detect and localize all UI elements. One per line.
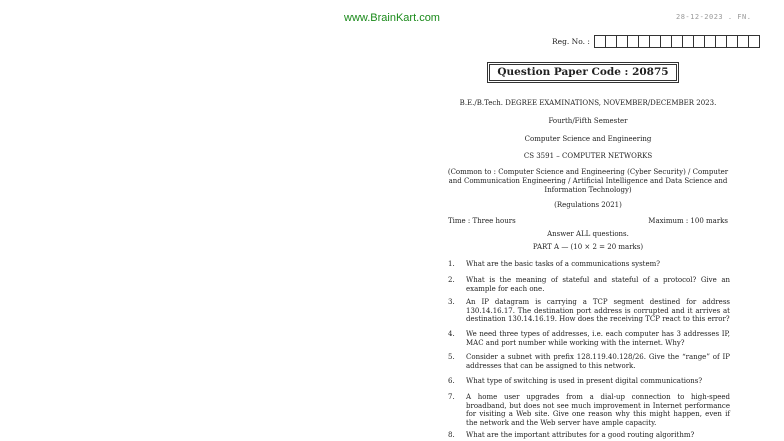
max-marks: Maximum : 100 marks xyxy=(648,217,728,225)
reg-no-box xyxy=(628,36,639,47)
question-number: 1. xyxy=(448,260,455,268)
reg-no-boxes xyxy=(594,35,760,48)
question-item xyxy=(448,330,730,347)
question-text: We need three types of addresses, i.e. each computer has 3 addresses IP, MAC and port number while working with the internet. Why? xyxy=(466,330,730,347)
question-text: What are the important attributes for a good routing algorithm? xyxy=(466,431,695,439)
question-number: 6. xyxy=(448,377,455,385)
question-text: Consider a subnet with prefix 128.119.40.128/26. Give the “range” of IP addresses that can be assigned to this network. xyxy=(466,353,730,370)
semester: Fourth/Fifth Semester xyxy=(548,117,628,125)
reg-no-box xyxy=(595,36,606,47)
watermark: www.BrainKart.com xyxy=(344,12,440,24)
question-number: 7. xyxy=(448,393,455,401)
question-number: 2. xyxy=(448,276,455,284)
reg-no-box xyxy=(727,36,738,47)
course-title: CS 3591 – COMPUTER NETWORKS xyxy=(523,152,653,160)
part-heading: PART A — (10 × 2 = 20 marks) xyxy=(532,243,644,251)
question-text: An IP datagram is carrying a TCP segment destined for address 130.14.16.17. The destination port address is corrupted and it arrives at destination 130.14.16.19. How does the receiving TCP react to this error? xyxy=(466,298,730,324)
question-text: What is the meaning of stateful and stateful of a protocol? Give an example for each one. xyxy=(466,276,730,293)
reg-no-label: Reg. No. : xyxy=(552,37,590,46)
reg-no-box xyxy=(650,36,661,47)
reg-no-box xyxy=(683,36,694,47)
common-to: (Common to : Computer Science and Engineering (Cyber Security) / Computer and Communication Engineering / Artificial Intelligence and Data Science and Information Technology) xyxy=(447,168,729,194)
question-item xyxy=(448,276,730,293)
question-paper-code: Question Paper Code : 20875 xyxy=(489,64,677,81)
reg-no-box xyxy=(738,36,749,47)
question-number: 3. xyxy=(448,298,455,306)
question-item xyxy=(448,393,730,427)
question-number: 5. xyxy=(448,353,455,361)
reg-no xyxy=(552,35,760,48)
question-item xyxy=(448,260,730,269)
date-stamp: 28-12-2023 . FN. xyxy=(676,13,752,21)
question-item xyxy=(448,431,730,440)
question-item xyxy=(448,353,730,370)
question-number: 8. xyxy=(448,431,455,439)
question-item xyxy=(448,298,730,324)
reg-no-box xyxy=(606,36,617,47)
reg-no-box xyxy=(661,36,672,47)
time: Time : Three hours xyxy=(448,217,516,225)
department: Computer Science and Engineering xyxy=(524,135,652,143)
reg-no-box xyxy=(694,36,705,47)
time-marks-row xyxy=(448,217,728,225)
reg-no-box xyxy=(617,36,628,47)
question-text: What are the basic tasks of a communications system? xyxy=(466,260,661,268)
reg-no-box xyxy=(716,36,727,47)
exam-title: B.E./B.Tech. DEGREE EXAMINATIONS, NOVEMBER/DECEMBER 2023. xyxy=(459,99,717,107)
question-item xyxy=(448,377,730,386)
reg-no-box xyxy=(705,36,716,47)
question-text: What type of switching is used in present digital communications? xyxy=(466,377,703,385)
reg-no-box xyxy=(672,36,683,47)
question-text: A home user upgrades from a dial-up connection to high-speed broadband, but does not see much improvement in Internet performance for visiting a Web site. Give one reason why this might happen, even if the network and the Web server have ample capacity. xyxy=(466,393,730,427)
regulations: (Regulations 2021) xyxy=(554,201,622,209)
reg-no-box xyxy=(639,36,650,47)
instruction: Answer ALL questions. xyxy=(547,230,629,238)
reg-no-box xyxy=(749,36,759,47)
question-number: 4. xyxy=(448,330,455,338)
